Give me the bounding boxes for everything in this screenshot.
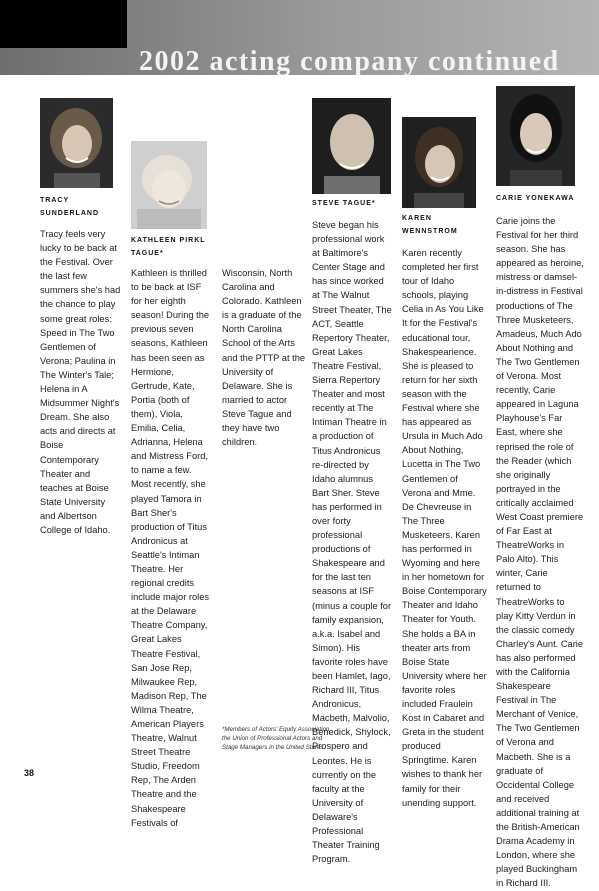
bio-kathleen-pirkl-tague-part2 — [222, 266, 306, 449]
name-line: SUNDERLAND — [40, 210, 99, 217]
bio-text: Tracy feels very lucky to be back at the Festival. Over the last few summers she's had the chance to play some great roles: Speed in The Two Gentlemen of Verona; Paulina in The Winter's Tale; Helena in A Midsummer Night's Dream. She also acts and directs at Boise Contemporary Theater and teaches at Boise State University and Albertson College of Idaho. — [40, 229, 121, 535]
karen-wennstrom-headshot — [402, 117, 476, 208]
header-black-block — [0, 0, 127, 48]
tracy-sunderland-headshot — [40, 98, 113, 188]
header-banner — [0, 0, 599, 75]
name-tracy-sunderland — [40, 194, 99, 220]
name-carie-yonekawa — [496, 192, 574, 205]
name-line: WENNSTROM — [402, 228, 458, 235]
kathleen-pirkl-tague-headshot — [131, 141, 207, 229]
steve-tague-headshot — [312, 98, 391, 194]
carie-yonekawa-headshot — [496, 86, 575, 186]
bio-karen-wennstrom — [402, 246, 488, 810]
name-steve-tague — [312, 197, 376, 210]
page-title: 2002 acting company continued — [139, 46, 560, 77]
name-kathleen-pirkl-tague — [131, 234, 206, 260]
bio-carie-yonekawa — [496, 214, 584, 891]
equity-footnote: *Members of Actors' Equity Association, the Union of Professional Actors and Stage Managers in the United States — [222, 726, 332, 751]
name-karen-wennstrom — [402, 212, 458, 238]
name-line: KAREN — [402, 215, 432, 222]
name-line: KATHLEEN PIRKL — [131, 237, 206, 244]
page-number: 38 — [24, 768, 35, 778]
bio-text: Kathleen is thrilled to be back at ISF for her eighth season! During the previous seven seasons, Kathleen has been seen as Hermione, Gertrude, Kate, Portia (both of them), Viola, Emilia, Celia, Adrianna, Helena and Mistress Ford, to name a few. Most recently, she played Tamora in Bart Sher's production of Titus Andronicus at Seattle's Intiman Theatre. Her regional credits include major roles at the Delaware Theatre Company, Great Lakes Theatre Festival, San Jose Rep, Milwaukee Rep, Madison Rep, The Wilma Theatre, American Players Theatre, Walnut Street Theatre Studio, Freedom Rep, The Arden Theatre and the Shakespeare Festivals of — [131, 268, 210, 828]
bio-text: Karen recently completed her first tour of Idaho schools, playing Celia in As You Like It for the Festival's educational tour, Shakespearience. She is pleased to return for her sixth season with the Festival where she has appeared as Ursula in Much Ado About Nothing, Lucetta in The Two Gentlemen of Verona and Mme. De Chevreuse in The Three Musketeers. Karen has performed in Wyoming and here in her hometown for Boise Contemporary Theater and Idaho Theater for Youth. She holds a BA in theater arts from Boise State University where her favorite roles included Fraulein Kost in Cabaret and Greta in the student produced Springtime. Karen wishes to thank her family for their unending support. — [402, 248, 487, 808]
bio-tracy-sunderland — [40, 227, 122, 537]
bio-text: Steve began his professional work at Baltimore's Center Stage and has since worked at The Walnut Street Theater, The ACT, Seattle Repertory Theater, Great Lakes Theatre Festival, Sierra Repertory Theater and most recently at The Intiman Theatre in a production of Titus Andronicus re-directed by Idaho alumnus Bart Sher. Steve has performed in over forty professional productions of Shakespeare and for the last ten seasons at ISF (minus a couple for family expansion, a.k.a. Isabel and Simon). His favorite roles have been Hamlet, Iago, Richard III, Titus Andronicus, Macbeth, Malvolio, Benedick, Shylock, Prospero and Leontes. He is currently on the faculty at the University of Delaware's Professional Theater Training Program. — [312, 220, 392, 865]
bio-kathleen-pirkl-tague-part1 — [131, 266, 213, 830]
name-line: CARIE YONEKAWA — [496, 195, 575, 202]
bio-text: Wisconsin, North Carolina and Colorado. Kathleen is a graduate of the North Carolina School of the Arts and the PTTP at the University of Delaware. She is married to actor Steve Tague and they have two children. — [222, 268, 306, 448]
name-line: TAGUE* — [131, 250, 164, 257]
bio-steve-tague — [312, 218, 392, 866]
name-line: STEVE TAGUE* — [312, 200, 376, 207]
bio-text: Carie joins the Festival for her third season. She has appeared as heroine, mistress or damsel-in-distress in Festival productions of The Three Musketeers, Amadeus, Much Ado About Nothing and The Two Gentlemen of Verona. Most recently, Carie appeared in Laguna Playhouse's Far East, where she reprised the role of the Reader (which she originally portrayed in the critically acclaimed West Coast premiere of Far East at TheatreWorks in Palo Alto). This winter, Carie returned to TheatreWorks to play Kitty Verdun in the classic comedy Charley's Aunt. Carie has also performed with the California Shakespeare Festival in The Merchant of Venice, The Two Gentlemen of Verona and Macbeth. She is a graduate of Occidental College and received additional training at the British-American Drama Academy in London, where she played Buckingham in Richard III. — [496, 216, 584, 889]
name-line: TRACY — [40, 197, 70, 204]
